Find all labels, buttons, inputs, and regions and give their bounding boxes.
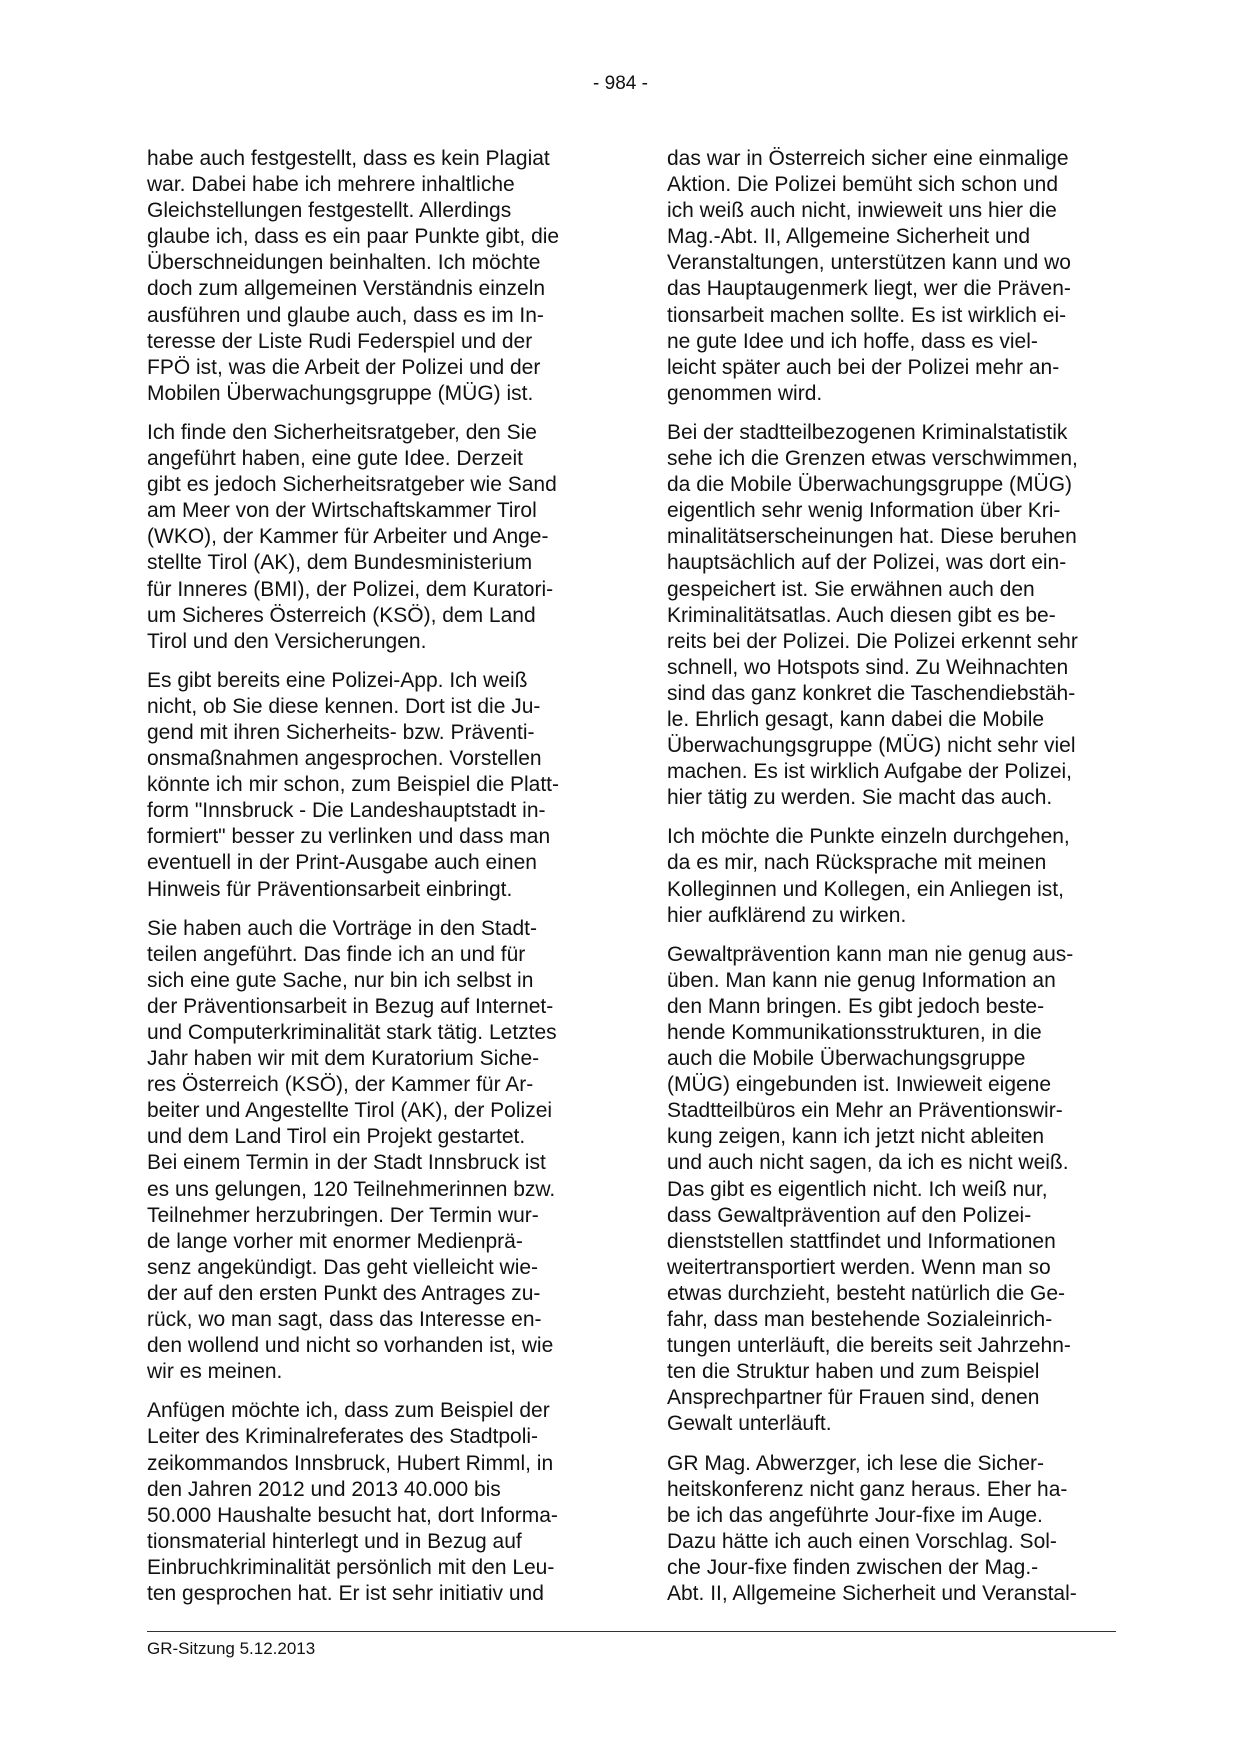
right-column xyxy=(667,146,1119,1620)
paragraph: Anfügen möchte ich, dass zum Beispiel der Leiter des Kriminalreferates des Stadtpoli- zeikommandos Innsbruck, Hubert Rimml, in den Jahren 2012 und 2013 40.000 bis 50.000 Haushalte besucht hat, dort Informa- tionsmaterial hinterlegt und in Bezug auf Einbruchkriminalität persönlich mit den Leu- ten gesprochen hat. Er ist sehr initiativ und xyxy=(147,1399,558,1605)
paragraph: Es gibt bereits eine Polizei-App. Ich weiß nicht, ob Sie diese kennen. Dort ist die Ju- gend mit ihren Sicherheits- bzw. Präventi- onsmaßnahmen angesprochen. Vorstellen könnte ich mir schon, zum Beispiel die Platt- form "Innsbruck - Die Landeshauptstadt in- formiert" besser zu verlinken und dass man eventuell in der Print-Ausgabe auch einen Hinweis für Präventionsarbeit einbringt. xyxy=(147,668,560,901)
paragraph: das war in Österreich sicher eine einmalige Aktion. Die Polizei bemüht sich schon und ich weiß auch nicht, inwieweit uns hier die Mag.-Abt. II, Allgemeine Sicherheit und Veranstaltungen, unterstützen kann und wo das Hauptaugenmerk liegt, wer die Präven- tionsarbeit machen sollte. Es ist wirklich ei- ne gute Idee und ich hoffe, dass es viel- leicht später auch bei der Polizei mehr an- genommen wird. xyxy=(667,147,1071,405)
page-number: - 984 - xyxy=(593,73,648,94)
paragraph: Bei der stadtteilbezogenen Kriminalstatistik sehe ich die Grenzen etwas verschwimmen, da die Mobile Überwachungsgruppe (MÜG) eigentlich sehr wenig Information über Kri- minalitätserscheinungen hat. Diese beruhen hauptsächlich auf der Polizei, was dort ein- gespeichert ist. Sie erwähnen auch den Kriminalitätsatlas. Auch diesen gibt es be- reits bei der Polizei. Die Polizei erkennt sehr schnell, wo Hotspots sind. Zu Weihnachten sind das ganz konkret die Taschendiebstäh- le. Ehrlich gesagt, kann dabei die Mobile Überwachungsgruppe (MÜG) nicht sehr viel machen. Es ist wirklich Aufgabe der Polizei, hier tätig zu werden. Sie macht das auch. xyxy=(667,420,1078,810)
paragraph: Gewaltprävention kann man nie genug aus- üben. Man kann nie genug Information an den Mann bringen. Es gibt jedoch beste- hende Kommunikationsstrukturen, in die auch die Mobile Überwachungsgruppe (MÜG) eingebunden ist. Inwieweit eigene Stadtteilbüros ein Mehr an Präventionswir- kung zeigen, kann ich jetzt nicht ableiten und auch nicht sagen, da ich es nicht weiß. Das gibt es eigentlich nicht. Ich weiß nur, dass Gewaltprävention auf den Polizei- dienststellen stattfindet und Informationen weitertransportiert werden. Wenn man so etwas durchzieht, besteht natürlich die Ge- fahr, dass man bestehende Sozialeinrich- tungen unterläuft, die bereits seit Jahrzehn- ten die Struktur haben und zum Beispiel Ansprechpartner für Frauen sind, denen Gewalt unterläuft. xyxy=(667,942,1074,1436)
paragraph: Ich finde den Sicherheitsratgeber, den Sie angeführt haben, eine gute Idee. Derzeit gibt es jedoch Sicherheitsratgeber wie Sand am Meer von der Wirtschaftskammer Tirol (WKO), der Kammer für Arbeiter und Ange- stellte Tirol (AK), dem Bundesministerium für Inneres (BMI), der Polizei, dem Kuratori- um Sicheres Österreich (KSÖ), dem Land Tirol und den Versicherungen. xyxy=(147,420,557,653)
paragraph: Ich möchte die Punkte einzeln durchgehen, da es mir, nach Rücksprache mit meinen Kolleginnen und Kollegen, ein Anliegen ist, hier aufklärend zu wirken. xyxy=(667,825,1070,927)
footer-session-label: GR-Sitzung 5.12.2013 xyxy=(147,1639,316,1658)
left-column xyxy=(147,146,599,1620)
paragraph: GR Mag. Abwerzger, ich lese die Sicher- heitskonferenz nicht ganz heraus. Eher ha- be ich das angeführte Jour-fixe im Auge. Dazu hätte ich auch einen Vorschlag. Sol- che Jour-fixe finden zwischen der Mag.- Abt. II, Allgemeine Sicherheit und Veranstal- xyxy=(667,1451,1077,1605)
paragraph: Sie haben auch die Vorträge in den Stadt- teilen angeführt. Das finde ich an und für sich eine gute Sache, nur bin ich selbst in der Präventionsarbeit in Bezug auf Internet- und Computerkriminalität stark tätig. Letztes Jahr haben wir mit dem Kuratorium Siche- res Österreich (KSÖ), der Kammer für Ar- beiter und Angestellte Tirol (AK), der Polizei und dem Land Tirol ein Projekt gestartet. Bei einem Termin in der Stadt Innsbruck ist es uns gelungen, 120 Teilnehmerinnen bzw. Teilnehmer herzubringen. Der Termin wur- de lange vorher mit enormer Medienprä- senz angekündigt. Das geht vielleicht wie- der auf den ersten Punkt des Antrages zu- rück, wo man sagt, dass das Interesse en- den wollend und nicht so vorhanden ist, wie wir es meinen. xyxy=(147,916,557,1384)
paragraph: habe auch festgestellt, dass es kein Plagiat war. Dabei habe ich mehrere inhaltliche Gleichstellungen festgestellt. Allerdings glaube ich, dass es ein paar Punkte gibt, die Überschneidungen beinhalten. Ich möchte doch zum allgemeinen Verständnis einzeln ausführen und glaube auch, dass es im In- teresse der Liste Rudi Federspiel und der FPÖ ist, was die Arbeit der Polizei und der Mobilen Überwachungsgruppe (MÜG) ist. xyxy=(147,147,560,405)
footer-divider xyxy=(147,1631,1116,1632)
